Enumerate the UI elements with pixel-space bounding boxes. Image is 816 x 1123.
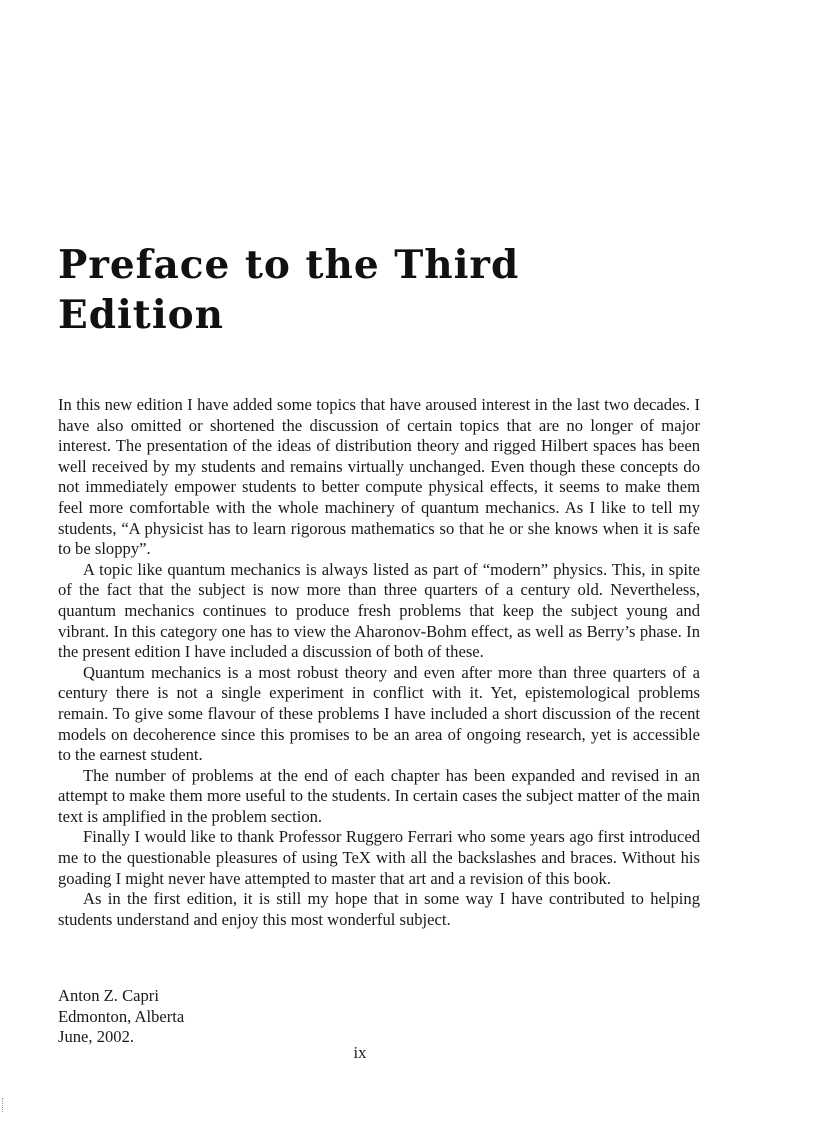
- scan-margin-mark: [2, 1098, 6, 1112]
- paragraph-4: The number of problems at the end of each chapter has been expanded and revised in an attempt to make them more useful to the students. In certain cases the subject matter of the main text is amplified in the problem section.: [58, 765, 700, 826]
- author-location: Edmonton, Alberta: [58, 1006, 185, 1026]
- paragraph-2: A topic like quantum mechanics is always listed as part of “modern” physics. This, in spite of the fact that the subject is now more than three quarters of a century old. Nevertheless, quantum mechanics continues to produce fresh problems that keep the subject young and vibrant. In this category one has to view the Aharonov-Bohm effect, as well as Berry’s phase. In the present edition I have included a discussion of both of these.: [58, 559, 700, 662]
- paragraph-1: In this new edition I have added some topics that have aroused interest in the last two decades. I have also omitted or shortened the discussion of certain topics that are no longer of major interest. The presentation of the ideas of distribution theory and rigged Hilbert spaces has been well received by my students and remains virtually unchanged. Even though these concepts do not immediately empower students to better compute physical effects, it seems to make them feel more comfortable with the whole machinery of quantum mechanics. As I like to tell my students, “A physicist has to learn rigorous mathematics so that he or she knows when it is safe to be sloppy”.: [58, 395, 700, 559]
- preface-body: [58, 395, 700, 930]
- author-name: Anton Z. Capri: [58, 986, 159, 1005]
- page-number: ix: [353, 1043, 367, 1062]
- author-signature-block: [58, 986, 184, 1048]
- paragraph-5: Finally I would like to thank Professor Ruggero Ferrari who some years ago first introduced me to the questionable pleasures of using TeX with all the backslashes and braces. Without his goading I might never have attempted to master that art and a revision of this book.: [58, 827, 700, 888]
- page-title-line-1: Preface to the Third: [58, 242, 520, 288]
- page-title: [58, 240, 519, 340]
- page-title-line-2: Edition: [58, 292, 225, 338]
- paragraph-3: Quantum mechanics is a most robust theory and even after more than three quarters of a century there is not a single experiment in conflict with it. Yet, epistemological problems remain. To give some flavour of these problems I have included a short discussion of the recent models on decoherence since this promises to be an area of ongoing research, yet is accessible to the earnest student.: [58, 662, 700, 765]
- preface-date: June, 2002.: [58, 1027, 135, 1047]
- paragraph-6: As in the first edition, it is still my hope that in some way I have contributed to helping students understand and enjoy this most wonderful subject.: [58, 889, 700, 929]
